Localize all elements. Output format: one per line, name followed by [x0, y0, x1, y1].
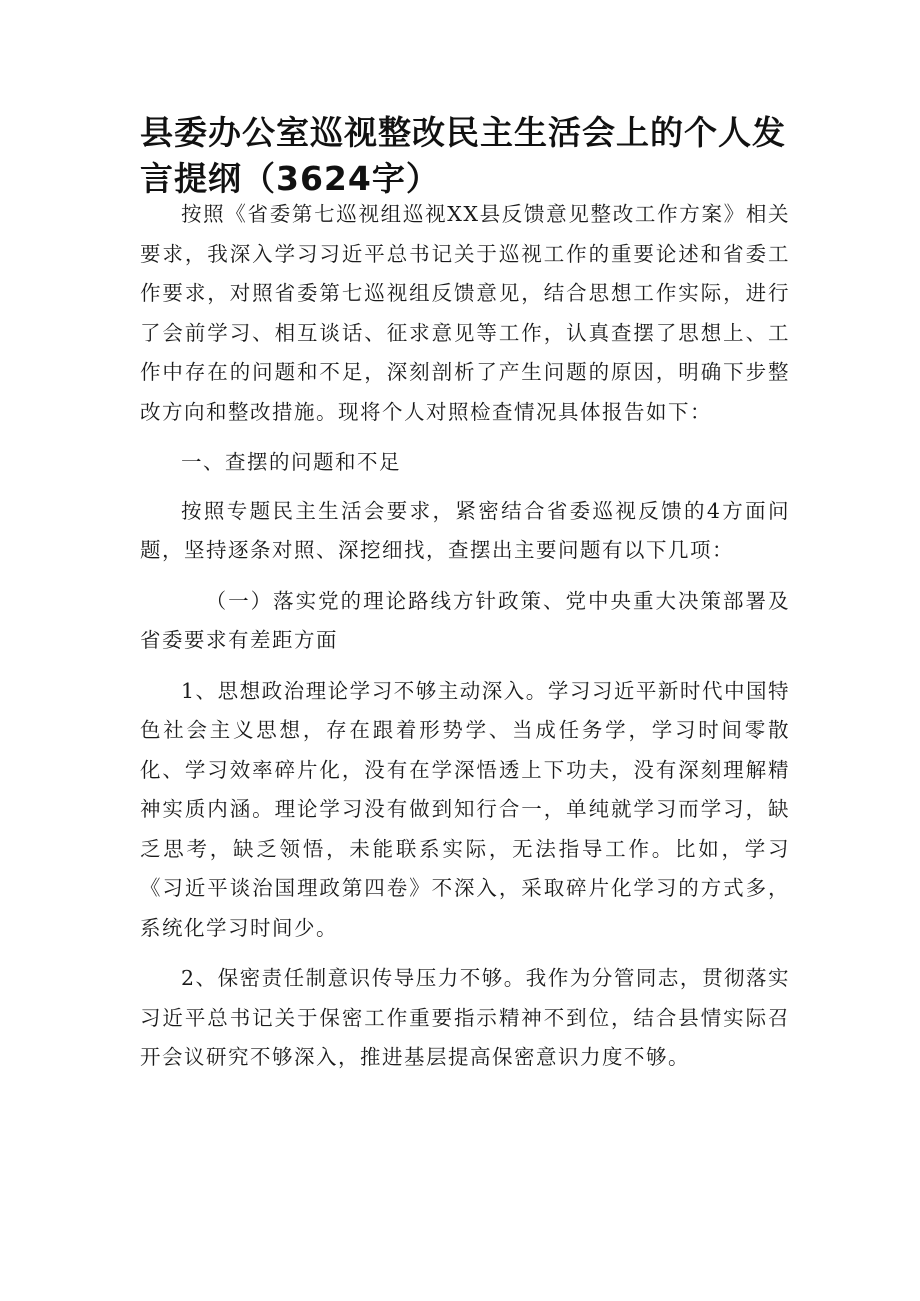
- subsection-heading: （一）落实党的理论路线方针政策、党中央重大决策部署及省委要求有差距方面: [140, 588, 790, 652]
- issue-paragraph-2: 2、保密责任制意识传导压力不够。我作为分管同志，贯彻落实习近平总书记关于保密工作重要指示精神不到位，结合县情实际召开会议研究不够深入，推进基层提高保密意识力度不够。: [140, 966, 790, 1069]
- issue-paragraph-1: 1、思想政治理论学习不够主动深入。学习习近平新时代中国特色社会主义思想，存在跟着形势学、当成任务学，学习时间零散化、学习效率碎片化，没有在学深悟透上下功夫，没有深刻理解精神实质内涵。理论学习没有做到知行合一，单纯就学习而学习，缺乏思考，缺乏领悟，未能联系实际，无法指导工作。比如，学习《习近平谈治国理政第四卷》不深入，采取碎片化学习的方式多，系统化学习时间少。: [140, 678, 790, 940]
- intro-paragraph: 按照《省委第七巡视组巡视XX县反馈意见整改工作方案》相关要求，我深入学习习近平总书记关于巡视工作的重要论述和省委工作要求，对照省委第七巡视组反馈意见，结合思想工作实际，进行了会前学习、相互谈话、征求意见等工作，认真查摆了思想上、工作中存在的问题和不足，深刻剖析了产生问题的原因，明确下步整改方向和整改措施。现将个人对照检查情况具体报告如下：: [140, 202, 790, 424]
- section-heading: 一、查摆的问题和不足: [181, 450, 401, 474]
- document-body: [140, 195, 790, 1089]
- section-intro-paragraph: 按照专题民主生活会要求，紧密结合省委巡视反馈的4方面问题，坚持逐条对照、深挖细找，查摆出主要问题有以下几项：: [140, 498, 790, 562]
- document-title: 县委办公室巡视整改民主生活会上的个人发言提纲（3624字）: [140, 113, 786, 198]
